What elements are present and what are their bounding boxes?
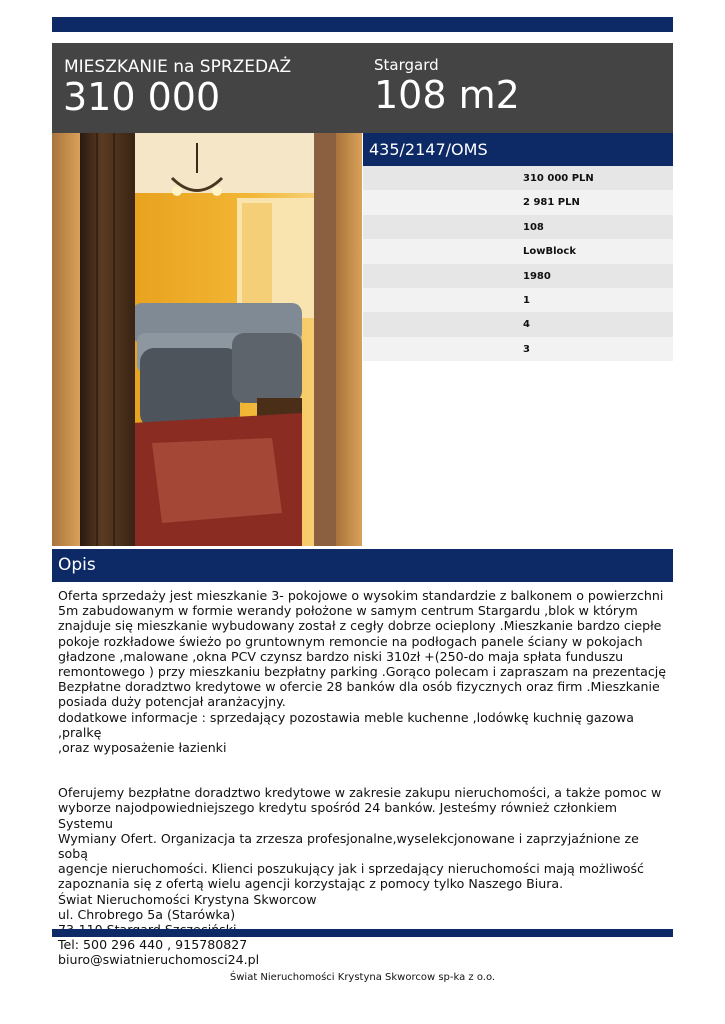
spec-row (363, 264, 673, 288)
description-line: pokoje rozkładowe świeżo po gruntownym remoncie na podłogach panele ściany w pokojach (58, 633, 643, 649)
agency-line: Wymiany Ofert. Organizacja ta zrzesza profesjonalne,wyselekcjonowane i zaprzyjaźnione ze sobą (58, 830, 639, 862)
spec-row (363, 337, 673, 361)
agency-name: Świat Nieruchomości Krystyna Skworcow (58, 891, 317, 907)
spec-value: 3 (523, 343, 530, 355)
section-title-bar (52, 549, 673, 582)
top-accent-bar (52, 17, 673, 32)
listing-city: Stargard (374, 56, 439, 74)
reference-number: 435/2147/OMS (369, 140, 488, 159)
description-line: ,oraz wyposażenie łazienki (58, 740, 227, 756)
spec-row (363, 312, 673, 336)
description (58, 588, 670, 968)
spacer (58, 755, 670, 785)
agency-line: agencje nieruchomości. Klienci poszukujący jak i sprzedający nieruchomości mają możliwość (58, 861, 644, 877)
spec-row (363, 190, 673, 214)
listing-type: MIESZKANIE na SPRZEDAŻ (64, 57, 292, 77)
spec-value: 2 981 PLN (523, 197, 580, 209)
agency-email: biuro@swiatnieruchomosci24.pl (58, 952, 260, 968)
listing-area: 108 m2 (374, 73, 520, 117)
spec-value: 1980 (523, 270, 551, 282)
spec-value: 310 000 PLN (523, 173, 594, 184)
agency-line: zapoznania się z ofertą wielu agencji korzystając z pomocy tylko Naszego Biura. (58, 876, 564, 892)
spec-value: 108 (523, 221, 544, 233)
agency-street: ul. Chrobrego 5a (Starówka) (58, 906, 236, 922)
agency-phone: Tel: 500 296 440 , 915780827 (58, 937, 248, 953)
bottom-accent-bar (52, 929, 673, 937)
spec-row (363, 239, 673, 263)
spec-value: 4 (523, 319, 530, 331)
description-line: posiada duży potencjał aranżacyjny. (58, 694, 286, 710)
spec-value: 1 (523, 294, 530, 306)
spec-table (363, 166, 673, 361)
spec-row (363, 166, 673, 190)
description-line: Bezpłatne doradztwo kredytowe w ofercie 28 banków dla osób fizycznych oraz firm .Mieszkanie (58, 679, 660, 695)
description-line: gładzone ,malowane ,okna PCV czynsz bardzo niski 310zł +(250-do maja spłata funduszu (58, 648, 624, 664)
spec-row (363, 288, 673, 312)
listing-header (52, 43, 673, 133)
footer-text: Świat Nieruchomości Krystyna Skworcow sp-ka z o.o. (229, 972, 496, 983)
description-line: znajduje się mieszkanie wybudowany został z cegły dobrze ocieplony .Mieszkanie bardzo ciepłe (58, 618, 662, 634)
section-title: Opis (58, 555, 96, 575)
reference-bar (363, 133, 673, 166)
agency-line: wyborze najodpowiedniejszego kredytu spośród 24 banków. Jesteśmy również członkiem Systemu (58, 800, 617, 831)
listing-price: 310 000 (63, 75, 221, 119)
description-line: remontowego ) przy mieszkaniu bezpłatny parking .Gorąco polecam i zapraszam na prezentację (58, 664, 667, 680)
description-line: dodatkowe informacje : sprzedający pozostawia meble kuchenne ,lodówkę kuchnię gazowa ,pralkę (58, 709, 634, 740)
description-line: 5m zabudowanym w formie werandy położone w samym centrum Stargardu ,blok w którym (58, 603, 638, 619)
spec-row (363, 215, 673, 239)
property-photo (52, 133, 362, 546)
description-line: Oferta sprzedaży jest mieszkanie 3- pokojowe o wysokim standardzie z balkonem o powierzchni (58, 588, 664, 603)
agency-line: Oferujemy bezpłatne doradztwo kredytowe w zakresie zakupu nieruchomości, a także pomoc w (58, 785, 662, 801)
spec-value: LowBlock (523, 246, 576, 258)
